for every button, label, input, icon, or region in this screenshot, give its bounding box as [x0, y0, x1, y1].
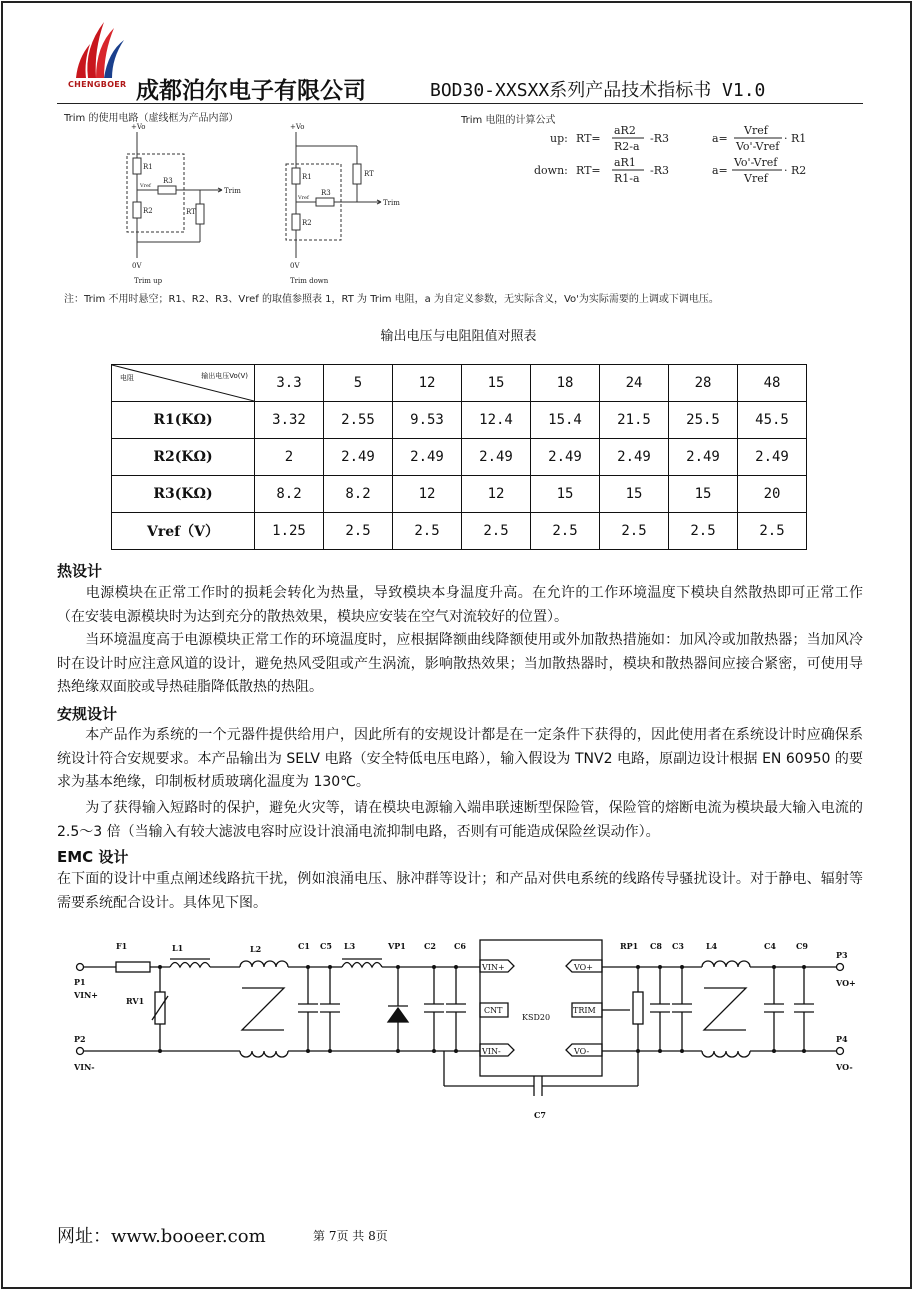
table-cell: 2.5 — [600, 513, 669, 550]
trim-up-r3 — [158, 186, 176, 194]
table-cell: 8.2 — [255, 476, 324, 513]
trim-down-caption: Trim down — [290, 277, 329, 285]
label-c9: C9 — [796, 941, 808, 951]
label-c3: C3 — [672, 941, 684, 951]
header-divider — [57, 103, 863, 104]
trim-up-rt — [196, 204, 204, 224]
table-row-r1 — [112, 402, 807, 439]
formula-up-a-num: Vref — [744, 124, 768, 137]
trim-up-r3-label: R3 — [163, 177, 173, 185]
fuse-f1 — [116, 962, 150, 972]
trim-note: 注：Trim 不用时悬空；R1、R2、R3、Vref 的取值参照表 1，RT 为 Trim 电阻，a 为自定义参数，无实际含义，Vo'为实际需要的上调或下调电压。 — [64, 294, 719, 305]
trim-up-vo-label: +Vo — [131, 123, 146, 131]
formula-down-a-mul: · R2 — [784, 164, 807, 177]
tvs-vp1 — [388, 1008, 408, 1022]
corner-resistor-label: 电阻 — [120, 374, 134, 382]
trim-up-caption: Trim up — [134, 277, 163, 285]
potentiometer-rp1 — [633, 992, 643, 1024]
l4-coupling — [704, 988, 746, 1030]
table-header-row — [112, 365, 807, 402]
table-cell: 15 — [600, 476, 669, 513]
table-cell: 3.32 — [255, 402, 324, 439]
col-header: 12 — [393, 365, 462, 402]
col-header: 5 — [324, 365, 393, 402]
table-cell: 2.49 — [462, 439, 531, 476]
row-header: R2(KΩ) — [112, 439, 255, 476]
table-cell: 2.49 — [393, 439, 462, 476]
footer-url: 网址：www.booeer.com — [57, 1226, 266, 1247]
module-label: KSD20 — [522, 1013, 551, 1022]
label-c6: C6 — [454, 941, 466, 951]
label-vo-minus: VO- — [836, 1062, 853, 1072]
table-cell: 1.25 — [255, 513, 324, 550]
table-cell: 2.5 — [669, 513, 738, 550]
table-corner-cell — [112, 365, 255, 402]
table-cell: 12.4 — [462, 402, 531, 439]
inductor-l2-top — [240, 961, 288, 967]
label-c5: C5 — [320, 941, 332, 951]
thermal-paragraph-1: 电源模块在正常工作时的损耗会转化为热量，导致模块本身温度升高。在允许的工作环境温度下模块自然散热即可正常工作（在安装电源模块时为达到充分的散热效果，模块应安装在空气对流较好的位置）。 — [57, 585, 863, 625]
table-cell: 20 — [738, 476, 807, 513]
row-header: R3(KΩ) — [112, 476, 255, 513]
table-cell: 2.49 — [600, 439, 669, 476]
trim-down-r1-label: R1 — [302, 173, 312, 181]
trim-up-vref-label: Vref — [140, 183, 151, 189]
table-cell: 2.49 — [738, 439, 807, 476]
formula-up-rt-den: R2-a — [614, 140, 640, 153]
inductor-l3 — [342, 963, 382, 968]
label-c7: C7 — [534, 1110, 546, 1120]
table-cell: 45.5 — [738, 402, 807, 439]
terminal-p3 — [837, 964, 844, 971]
trim-calc-title: Trim 电阻的计算公式 — [461, 115, 556, 126]
row-header: Vref（V） — [112, 513, 255, 550]
label-f1: F1 — [116, 941, 128, 951]
trim-down-vref-label: Vref — [298, 195, 309, 201]
label-l2: L2 — [250, 944, 262, 954]
col-header: 24 — [600, 365, 669, 402]
label-p4: P4 — [836, 1034, 848, 1044]
table-cell: 8.2 — [324, 476, 393, 513]
safety-paragraph-1: 本产品作为系统的一个元器件提供给用户，因此所有的安规设计都是在一定条件下获得的，因此使用者在系统设计时应确保系统设计符合安规要求。本产品输出为 SELV 电路（安全特低电压电路），输入假设为 TNV2 电路，原副边设计根据 EN 60950 的要求为基本绝缘，印制板材质玻璃化温度为 130℃。 — [57, 727, 863, 790]
label-vin-plus: VIN+ — [74, 990, 98, 1000]
pin-vin-minus: VIN- — [482, 1047, 501, 1056]
trim-circuits-diagram — [100, 118, 460, 290]
document-title: BOD30-XXSXX系列产品技术指标书 V1.0 — [430, 80, 766, 101]
terminal-p4 — [837, 1048, 844, 1055]
pin-cnt: CNT — [484, 1006, 503, 1015]
table-row-vref — [112, 513, 807, 550]
table-cell: 2.5 — [393, 513, 462, 550]
emc-schematic — [60, 930, 860, 1130]
formula-up-minus-r3: -R3 — [650, 132, 669, 145]
trim-up-r1-label: R1 — [143, 163, 153, 171]
col-header: 15 — [462, 365, 531, 402]
table-cell: 2.5 — [531, 513, 600, 550]
formula-up-a-mul: · R1 — [784, 132, 807, 145]
formula-up-label: up: — [550, 132, 568, 145]
formula-up-rt-eq: RT= — [576, 132, 601, 145]
table-cell: 25.5 — [669, 402, 738, 439]
col-header: 3.3 — [255, 365, 324, 402]
table-title: 输出电压与电阻阻值对照表 — [380, 329, 537, 344]
label-vin-minus: VIN- — [74, 1062, 95, 1072]
label-vo-plus: VO+ — [836, 978, 856, 988]
emc-heading: EMC 设计 — [57, 848, 129, 866]
corner-voltage-label: 输出电压Vo(V) — [201, 372, 248, 380]
table-cell: 2.49 — [531, 439, 600, 476]
formula-down-rt-eq: RT= — [576, 164, 601, 177]
trim-down-rt — [353, 164, 361, 184]
trim-formulas — [520, 120, 820, 190]
safety-paragraph-2: 为了获得输入短路时的保护，避免火灾等，请在模块电源输入端串联速断型保险管，保险管的熔断电流为模块最大输入电流的 2.5～3 倍（当输入有较大滤波电容时应设计浪涌电流抑制电路，否则有可能造成保险丝误动作）。 — [57, 800, 863, 840]
label-c2: C2 — [424, 941, 436, 951]
trim-down-r1 — [292, 168, 300, 184]
col-header: 48 — [738, 365, 807, 402]
formula-down-a-num: Vo'-Vref — [734, 156, 778, 169]
trim-up-r2-label: R2 — [143, 207, 153, 215]
table-row-r3 — [112, 476, 807, 513]
table-cell: 2.55 — [324, 402, 393, 439]
pin-trim: TRIM — [573, 1006, 596, 1015]
trim-up-r1 — [133, 158, 141, 174]
trim-down-rt-label: RT — [364, 170, 374, 178]
formula-down-rt-den: R1-a — [614, 172, 640, 185]
table-row-r2 — [112, 439, 807, 476]
label-p2: P2 — [74, 1034, 86, 1044]
terminal-p2 — [77, 1048, 84, 1055]
trim-up-0v-label: 0V — [132, 262, 142, 270]
trim-up-product-box — [127, 154, 184, 232]
table-cell: 2.49 — [324, 439, 393, 476]
logo-text: CHENGBOER — [68, 80, 127, 89]
formula-up-rt-num: aR2 — [614, 124, 636, 137]
table-cell: 12 — [393, 476, 462, 513]
table-cell: 15.4 — [531, 402, 600, 439]
row-header: R1(KΩ) — [112, 402, 255, 439]
formula-up-a-eq: a= — [712, 132, 728, 145]
col-header: 18 — [531, 365, 600, 402]
label-l4: L4 — [706, 941, 718, 951]
trim-down-r3 — [316, 198, 334, 206]
label-vp1: VP1 — [388, 941, 406, 951]
label-c8: C8 — [650, 941, 662, 951]
formula-down-minus-r3: -R3 — [650, 164, 669, 177]
label-rp1: RP1 — [620, 941, 639, 951]
table-cell: 9.53 — [393, 402, 462, 439]
emc-paragraph-1: 在下面的设计中重点阐述线路抗干扰，例如浪涌电压、脉冲群等设计；和产品对供电系统的线路传导骚扰设计。对于静电、辐射等需要系统配合设计。具体见下图。 — [57, 871, 863, 911]
thermal-paragraph-2: 当环境温度高于电源模块正常工作的环境温度时，应根据降额曲线降额使用或外加散热措施如：加风冷或加散热器；当加风冷时在设计时应注意风道的设计，避免热风受阻或产生涡流，影响散热效果；当加散热器时，模块和散热器间应接合紧密，可使用导热绝缘双面胶或导热硅脂降低散热的热阻。 — [57, 632, 863, 695]
table-cell: 15 — [531, 476, 600, 513]
label-rv1: RV1 — [126, 996, 145, 1006]
pin-vo-minus: VO- — [574, 1047, 590, 1056]
trim-up-rt-label: RT — [186, 208, 196, 216]
formula-down-label: down: — [534, 164, 568, 177]
table-cell: 2.5 — [738, 513, 807, 550]
inductor-l2-bottom — [240, 1051, 288, 1057]
table-cell: 21.5 — [600, 402, 669, 439]
safety-heading: 安规设计 — [57, 705, 118, 723]
trim-down-r3-label: R3 — [321, 189, 331, 197]
col-header: 28 — [669, 365, 738, 402]
label-c1: C1 — [298, 941, 310, 951]
label-l1: L1 — [172, 943, 184, 953]
table-cell: 2.5 — [462, 513, 531, 550]
pin-vo-plus: VO+ — [574, 963, 593, 972]
trim-down-r2 — [292, 214, 300, 230]
label-l3: L3 — [344, 941, 356, 951]
label-p3: P3 — [836, 950, 848, 960]
table-cell: 12 — [462, 476, 531, 513]
formula-down-a-eq: a= — [712, 164, 728, 177]
formula-down-rt-num: aR1 — [614, 156, 636, 169]
trim-down-vo-label: +Vo — [290, 123, 305, 131]
inductor-l1 — [170, 963, 210, 968]
l2-coupling — [242, 988, 284, 1030]
label-c4: C4 — [764, 941, 776, 951]
inductor-l4-top — [702, 961, 750, 967]
inductor-l4-bottom — [702, 1051, 750, 1057]
trim-up-r2 — [133, 202, 141, 218]
trim-down-trim-label: Trim — [383, 199, 400, 207]
formula-up-a-den: Vo'-Vref — [736, 140, 780, 153]
pin-vin-plus: VIN+ — [482, 963, 505, 972]
thermal-heading: 热设计 — [57, 562, 103, 580]
formula-down-a-den: Vref — [744, 172, 768, 185]
label-p1: P1 — [74, 977, 86, 987]
resistance-table — [111, 364, 807, 550]
table-cell: 15 — [669, 476, 738, 513]
table-cell: 2 — [255, 439, 324, 476]
terminal-p1 — [77, 964, 84, 971]
company-name: 成都泊尔电子有限公司 — [136, 78, 366, 104]
table-cell: 2.5 — [324, 513, 393, 550]
trim-circuit-title: Trim 的使用电路（虚线框为产品内部） — [64, 113, 239, 124]
trim-down-0v-label: 0V — [290, 262, 300, 270]
trim-down-r2-label: R2 — [302, 219, 312, 227]
trim-up-trim-label: Trim — [224, 187, 241, 195]
company-logo — [66, 18, 128, 82]
table-cell: 2.49 — [669, 439, 738, 476]
footer-page-number: 第 7页 共 8页 — [313, 1229, 388, 1243]
